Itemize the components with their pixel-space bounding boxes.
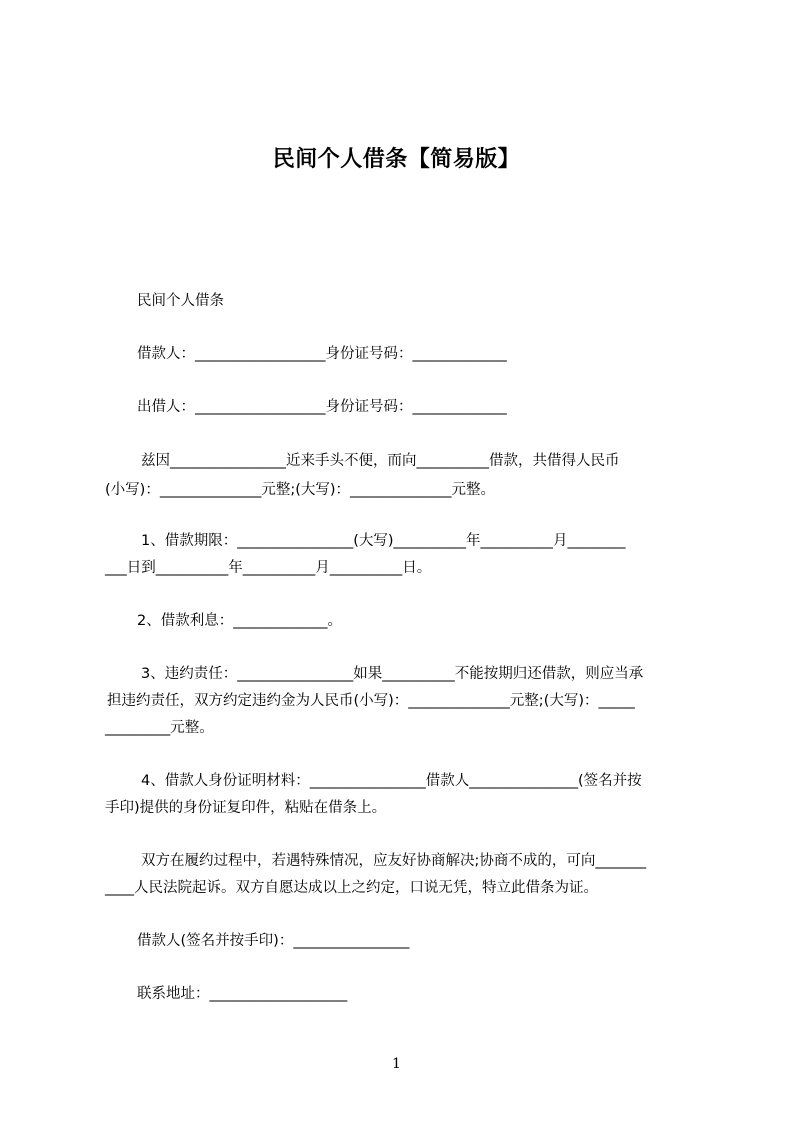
page-number: 1 [392, 1056, 401, 1072]
breach-line-2 [105, 691, 705, 711]
reason-line-2 [105, 480, 705, 500]
breach-text-2: 担违约责任，双方约定违约金为人民币(小写)：______________元整;(大写)：_____ [107, 693, 635, 709]
reason-line-1 [105, 451, 705, 471]
dispute-text-1: 双方在履约过程中，若遇特殊情况，应友好协商解决;协商不成的，可向_______ [141, 853, 647, 869]
id-text-1: 4、借款人身份证明材料：________________借款人_______________(签名并按 [141, 773, 642, 789]
id-text-2: 手印)提供的身份证复印件，粘贴在借条上。 [105, 800, 387, 816]
dispute-line-2 [105, 878, 705, 898]
term-line-1 [105, 531, 705, 551]
breach-text-3: _________元整。 [105, 720, 214, 736]
term-line-2 [105, 558, 705, 578]
id-line-2 [105, 798, 705, 818]
section-heading [105, 291, 705, 311]
borrower-text: 借款人：__________________身份证号码：_____________ [137, 346, 507, 362]
lender-text: 出借人：__________________身份证号码：_____________ [137, 399, 507, 415]
interest-line [105, 611, 705, 631]
dispute-line-1 [105, 851, 705, 871]
reason-text-2: (小写)：______________元整;(大写)：______________元整。 [105, 482, 496, 498]
address-text: 联系地址：___________________ [137, 986, 348, 1002]
borrower-line [105, 344, 705, 364]
interest-text: 2、借款利息：_____________。 [137, 613, 342, 629]
term-text-1: 1、借款期限：________________(大写)__________年__________月________ [141, 533, 626, 549]
document-title: 民间个人借条【简易版】 [272, 147, 521, 172]
breach-line-1 [105, 664, 705, 684]
id-line-1 [105, 771, 705, 791]
breach-text-1: 3、违约责任：________________如果__________不能按期归还借款，则应当承 [141, 666, 644, 682]
address-line [105, 984, 705, 1004]
dispute-text-2: ____人民法院起诉。双方自愿达成以上之约定，口说无凭，特立此借条为证。 [105, 880, 598, 896]
heading-text: 民间个人借条 [137, 293, 224, 309]
breach-line-3 [105, 718, 705, 738]
term-text-2: ___日到__________年__________月__________日。 [105, 560, 432, 576]
signature-text: 借款人(签名并按手印)：________________ [137, 933, 410, 949]
reason-text-1: 兹因________________近来手头不便，而向__________借款，共借得人民币 [141, 453, 620, 469]
signature-line [105, 931, 705, 951]
lender-line [105, 397, 705, 417]
